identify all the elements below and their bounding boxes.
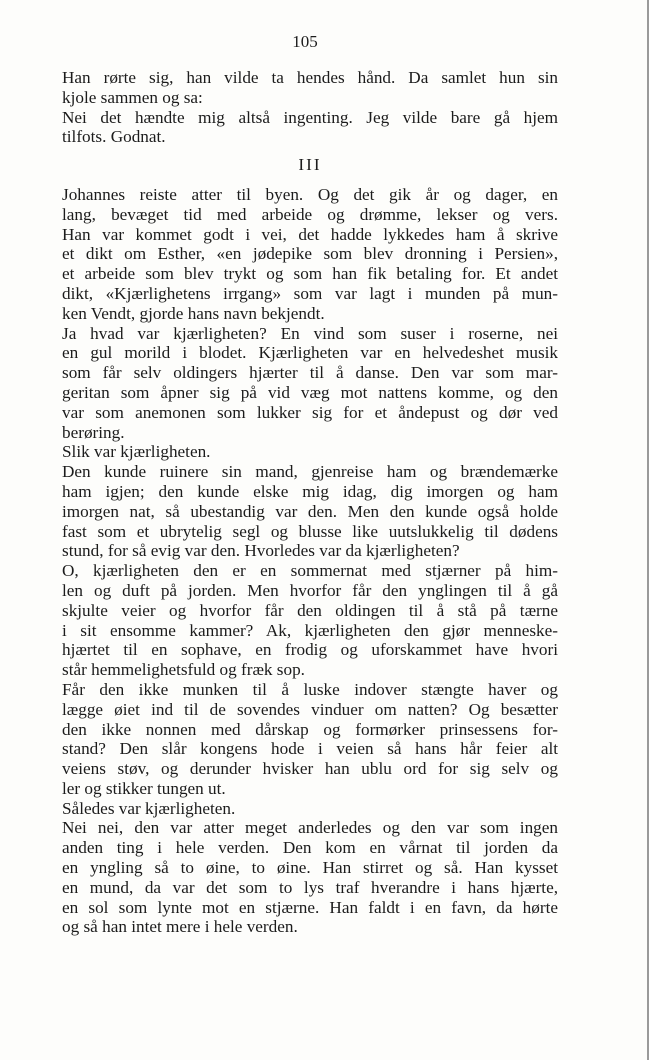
text-line: Får den ikke munken til å luske indover stængte haver og: [62, 679, 558, 699]
text-line: berøring.: [62, 422, 125, 442]
text-line: anden ting i hele verden. Den kom en vårnat til jorden da: [62, 838, 558, 858]
text-line: Nei det hændte mig altså ingenting. Jeg vilde bare gå hjem: [62, 107, 558, 127]
text-line: veiens støv, og derunder hvisker han ublu ord for sig selv og: [62, 759, 558, 779]
page-number: 105: [292, 32, 318, 51]
text-line: len og duft på jorden. Men hvorfor får den ynglingen til å gå: [62, 580, 558, 600]
text-line: stund, for så evig var den. Hvorledes var da kjærligheten?: [62, 541, 460, 561]
text-line: Johannes reiste atter til byen. Og det gik år og dager, en: [62, 184, 558, 204]
text-line: kjole sammen og sa:: [62, 87, 203, 107]
text-line: et dikt om Esther, «en jødepike som blev dronning i Persien»,: [62, 244, 558, 264]
text-line: tilfots. Godnat.: [62, 127, 166, 147]
text-line: ham igjen; den kunde elske mig idag, dig imorgen og ham: [62, 481, 558, 501]
text-line: et arbeide som blev trykt og som han fik betaling for. Et andet: [62, 264, 558, 284]
section-heading: III: [298, 155, 322, 175]
text-line: O, kjærligheten den er en sommernat med stjærner på him-: [62, 561, 558, 581]
text-line: geritan som åpner sig på vid væg mot nattens komme, og den: [62, 382, 558, 402]
text-line: lang, bevæget tid med arbeide og drømme, lekser og vers.: [62, 204, 558, 224]
text-line: står hemmelighetsfuld og fræk sop.: [62, 660, 305, 680]
text-line: Nei nei, den var atter meget anderledes og den var som ingen: [62, 818, 558, 838]
text-line: den ikke nonnen med dårskap og formørker prinsessens for-: [62, 719, 558, 739]
text-line: i sit ensomme kammer? Ak, kjærligheten den gjør menneske-: [62, 620, 558, 640]
text-line: fast som et ubrytelig segl og blusse like uutslukkelig til dødens: [62, 521, 558, 541]
text-line: Den kunde ruinere sin mand, gjenreise ham og brændemærke: [62, 462, 558, 482]
body-text: [62, 68, 558, 937]
text-line: Han rørte sig, han vilde ta hendes hånd. Da samlet hun sin: [62, 68, 558, 87]
text-line: en sol som lynte mot en stjærne. Han faldt i en favn, da hørte: [62, 897, 558, 917]
text-line: var som anemonen som lukker sig for et åndepust og dør ved: [62, 402, 558, 422]
text-line: ler og stikker tungen ut.: [62, 778, 226, 798]
text-line: Således var kjærligheten.: [62, 798, 236, 818]
text-line: stand? Den slår kongens hode i veien så hans hår feier alt: [62, 739, 558, 759]
text-line: ken Vendt, gjorde hans navn bekjendt.: [62, 303, 325, 323]
text-line: Ja hvad var kjærligheten? En vind som suser i roserne, nei: [62, 323, 558, 343]
text-line: skjulte veier og hvorfor får den oldingen til å stå på tærne: [62, 600, 558, 620]
text-line: Han var kommet godt i vei, det hadde lykkedes ham å skrive: [62, 224, 558, 244]
text-line: en yngling så to øine, to øine. Han stirret og så. Han kysset: [62, 858, 558, 878]
text-line: og så han intet mere i hele verden.: [62, 917, 298, 937]
text-line: hjærtet til en sophave, en frodig og uforskammet have hvori: [62, 640, 558, 660]
text-line: en mund, da var det som to lys traf hverandre i hans hjærte,: [62, 877, 558, 897]
text-line: en gul morild i blodet. Kjærligheten var en helvedeshet musik: [62, 343, 558, 363]
text-line: imorgen nat, så ubestandig var den. Men den kunde også holde: [62, 501, 558, 521]
text-line: som får selv oldingers hjærter til å danse. Den var som mar-: [62, 363, 558, 383]
text-line: dikt, «Kjærlighetens irrgang» som var lagt i munden på mun-: [62, 283, 558, 303]
text-line: Slik var kjærligheten.: [62, 442, 211, 462]
text-line: lægge øiet ind til de sovendes vinduer om natten? Og besætter: [62, 699, 558, 719]
